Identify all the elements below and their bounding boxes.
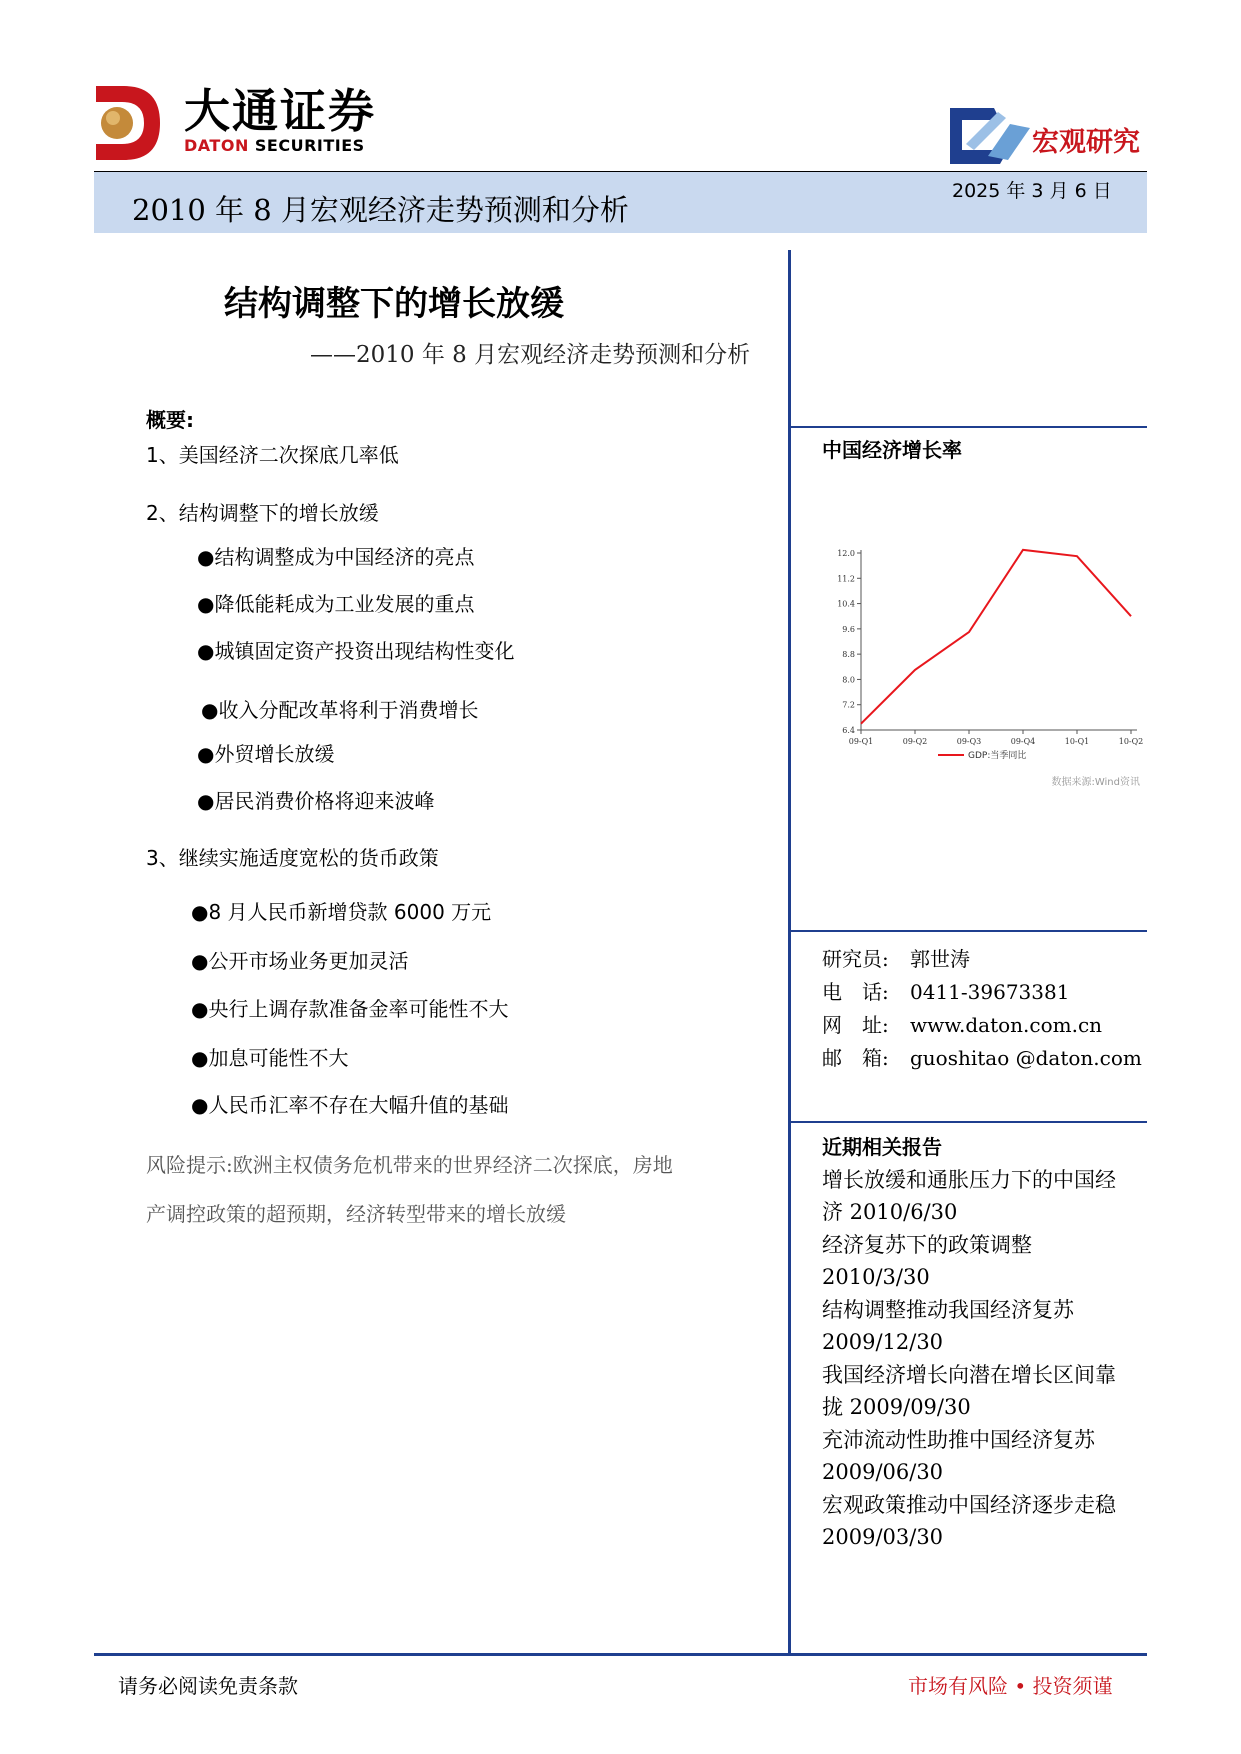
gdp-growth-chart (818, 530, 1148, 800)
phone-number: 0411-39673381 (910, 980, 1070, 1004)
summary-bullet: ●收入分配改革将利于消费增长 (201, 698, 479, 722)
section-heading: 2、结构调整下的增长放缓 (146, 501, 379, 525)
summary-bullet: ●央行上调存款准备金率可能性不大 (191, 997, 509, 1021)
brand-name-en-a: DATON (184, 136, 249, 155)
footer-rule (94, 1653, 1147, 1656)
risk-warning: 风险提示:欧洲主权债务危机带来的世界经济二次探底，房地 (146, 1153, 673, 1177)
related-report-line[interactable]: 我国经济增长向潜在增长区间靠 (822, 1363, 1116, 1387)
report-title: 结构调整下的增长放缓 (224, 284, 564, 324)
y-tick-label: 8.0 (842, 675, 855, 685)
section-label: 宏观研究 (1032, 127, 1140, 158)
related-report-line[interactable]: 2009/06/30 (822, 1460, 944, 1484)
related-reports-title: 近期相关报告 (822, 1135, 942, 1159)
y-tick-label: 11.2 (837, 574, 855, 584)
y-tick-label: 12.0 (837, 549, 855, 558)
website-label: 网 址: (822, 1013, 889, 1037)
brand-name-en-b: SECURITIES (248, 136, 365, 155)
website-link[interactable]: www.daton.com.cn (910, 1013, 1103, 1037)
related-report-line[interactable]: 宏观政策推动中国经济逐步走稳 (822, 1493, 1116, 1517)
related-report-line[interactable]: 增长放缓和通胀压力下的中国经 (822, 1168, 1116, 1192)
related-report-line[interactable]: 经济复苏下的政策调整 (822, 1233, 1032, 1257)
summary-bullet: ●8 月人民币新增贷款 6000 万元 (191, 900, 492, 924)
brand-name-cn: 大通证券 (184, 84, 376, 138)
summary-bullet: ●居民消费价格将迎来波峰 (197, 789, 435, 813)
summary-bullet: ●外贸增长放缓 (197, 742, 335, 766)
y-tick-label: 9.6 (842, 624, 855, 634)
summary-bullet: ●城镇固定资产投资出现结构性变化 (197, 639, 515, 663)
chart-title: 中国经济增长率 (822, 438, 962, 462)
series-line (861, 550, 1131, 724)
chart-source: 数据来源:Wind资讯 (1051, 777, 1140, 788)
summary-bullet: ●降低能耗成为工业发展的重点 (197, 592, 475, 616)
brand-name-en (184, 137, 365, 155)
x-tick-label: 09-Q3 (956, 737, 982, 746)
report-date: 2025 年 3 月 6 日 (952, 180, 1112, 202)
summary-bullet: ●加息可能性不大 (191, 1046, 349, 1070)
daton-logo-icon (94, 84, 162, 162)
section-heading: 1、美国经济二次探底几率低 (146, 443, 399, 467)
email-link[interactable]: guoshitao @daton.com (910, 1046, 1142, 1070)
legend-label: GDP:当季同比 (968, 751, 1027, 761)
related-report-line[interactable]: 2009/12/30 (822, 1330, 944, 1354)
x-tick-label: 09-Q2 (902, 737, 928, 746)
related-report-line[interactable]: 结构调整推动我国经济复苏 (822, 1298, 1074, 1322)
y-tick-label: 6.4 (842, 726, 855, 735)
related-report-line[interactable]: 拢 2009/09/30 (822, 1395, 971, 1419)
related-report-line[interactable]: 2010/3/30 (822, 1265, 930, 1289)
x-tick-label: 09-Q4 (1010, 737, 1036, 746)
related-report-line[interactable]: 济 2010/6/30 (822, 1200, 958, 1224)
x-tick-label: 10-Q1 (1064, 737, 1090, 746)
sidebar-rule (791, 1121, 1147, 1123)
risk-slogan: 市场有风险 • 投资须谨 (908, 1674, 1113, 1698)
disclaimer-link[interactable]: 请务必阅读免责条款 (118, 1674, 298, 1698)
y-tick-label: 7.2 (842, 700, 855, 710)
section-heading: 3、继续实施适度宽松的货币政策 (146, 846, 439, 870)
column-divider (788, 250, 791, 1655)
related-report-line[interactable]: 2009/03/30 (822, 1525, 944, 1549)
analyst-name: 郭世涛 (910, 947, 970, 971)
risk-warning: 产调控政策的超预期，经济转型带来的增长放缓 (146, 1202, 566, 1226)
sidebar-rule (791, 426, 1147, 428)
analyst-label: 研究员: (822, 947, 889, 971)
summary-bullet: ●公开市场业务更加灵活 (191, 949, 409, 973)
banner-title: 2010 年 8 月宏观经济走势预测和分析 (132, 193, 629, 227)
summary-bullet: ●人民币汇率不存在大幅升值的基础 (191, 1093, 509, 1117)
x-tick-label: 10-Q2 (1118, 737, 1144, 746)
y-tick-label: 8.8 (842, 650, 855, 660)
summary-bullet: ●结构调整成为中国经济的亮点 (197, 545, 475, 569)
x-tick-label: 09-Q1 (848, 737, 874, 746)
summary-label: 概要: (146, 408, 194, 432)
sidebar-rule (791, 930, 1147, 932)
email-label: 邮 箱: (822, 1046, 889, 1070)
report-subtitle: ——2010 年 8 月宏观经济走势预测和分析 (310, 342, 751, 368)
phone-label: 电 话: (822, 980, 889, 1004)
related-report-line[interactable]: 充沛流动性助推中国经济复苏 (822, 1428, 1095, 1452)
y-tick-label: 10.4 (837, 599, 855, 609)
